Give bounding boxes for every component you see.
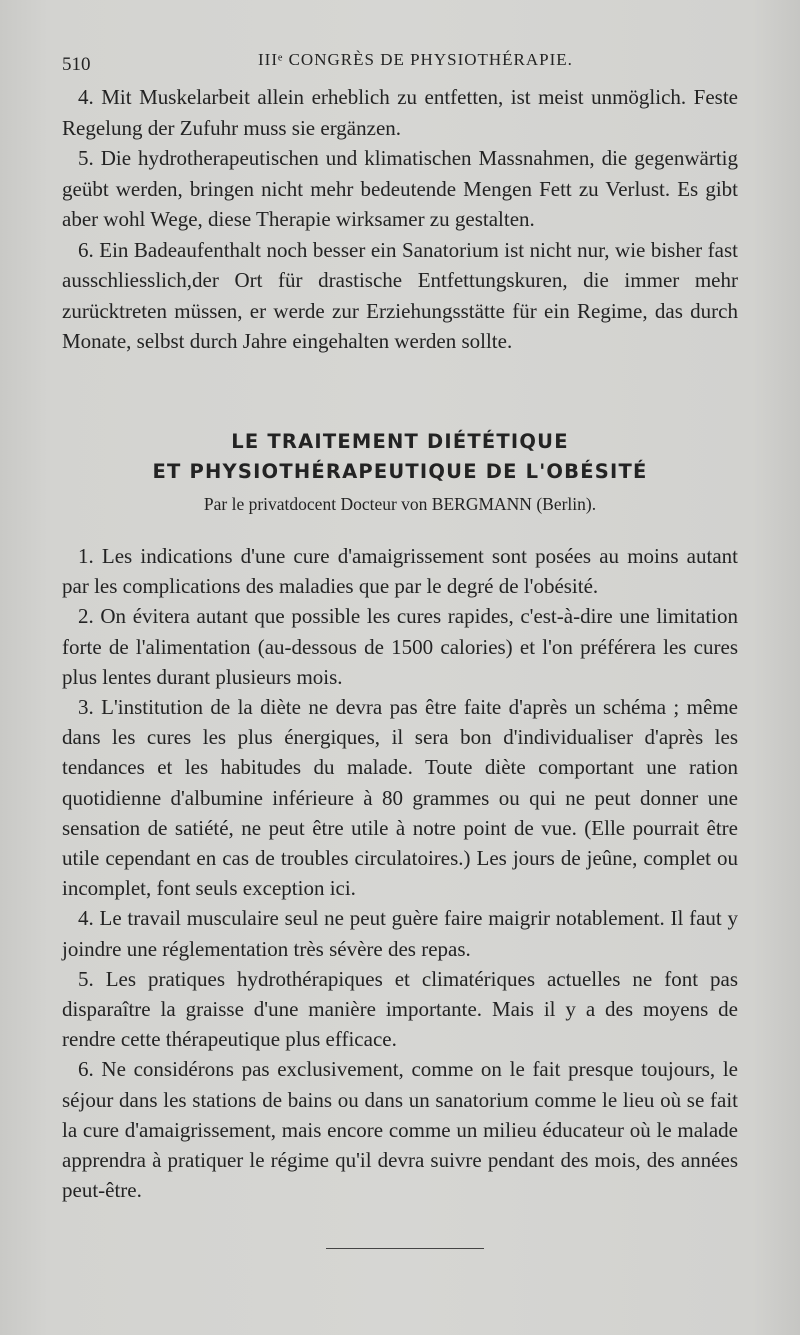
article-author: Par le privatdocent Docteur von BERGMANN (Berlin).: [203, 494, 597, 514]
german-item-6: 6. Ein Badeaufenthalt noch besser ein Sanatorium ist nicht nur, wie bisher fast ausschliesslich,der Ort für drastische Entfettungskuren, die immer mehr zurücktreten müssen, er werde zur Erziehungsstätte für ein Regime, das durch Monate, selbst durch Jahre eingehalten werden sollte.: [62, 237, 738, 353]
french-item-4: 4. Le travail musculaire seul ne peut guère faire maigrir notablement. Il faut y joindre une réglementation très sévère des repas.: [62, 906, 738, 961]
german-item-4: 4. Mit Muskelarbeit allein erheblich zu entfetten, ist meist unmöglich. Feste Regelung der Zufuhr muss sie ergänzen.: [62, 85, 738, 140]
german-conclusions: [62, 82, 738, 357]
article-heading: [62, 427, 738, 517]
page-number: 510: [62, 54, 91, 75]
french-conclusions: [62, 541, 738, 1205]
french-item-1: 1. Les indications d'une cure d'amaigrissement sont posées au moins autant par les complications des maladies que par le degré de l'obésité.: [62, 544, 738, 599]
article-title-line-2: ET PHYSIOTHÉRAPEUTIQUE DE L'OBÉSITÉ: [152, 460, 648, 483]
running-title: IIIᵉ CONGRÈS DE PHYSIOTHÉRAPIE.: [258, 50, 573, 69]
french-item-3: 3. L'institution de la diète ne devra pas être faite d'après un schéma ; même dans les cures les plus énergiques, il sera bon d'individualiser d'après les tendances et les habitudes du malade. Toute diète comportant une ration quotidienne d'albumine inférieure à 80 grammes ou qui ne peut donner une sensation de satiété, ne peut être utile à notre point de vue. (Elle pourrait être utile cependant en cas de troubles circulatoires.) Les jours de jeûne, complet ou incomplet, font seuls exception ici.: [62, 695, 738, 901]
french-item-6: 6. Ne considérons pas exclusivement, comme on le fait presque toujours, le séjour dans les stations de bains ou dans un sanatorium comme le lieu où se fait la cure d'amaigrissement, mais encore comme un milieu éducateur où le malade apprendra à pratiquer le régime qu'il devra suivre pendant des mois, des années peut-être.: [62, 1057, 738, 1203]
french-item-5: 5. Les pratiques hydrothérapiques et climatériques actuelles ne font pas disparaître la graisse d'une manière importante. Mais il y a des moyens de rendre cette thérapeutique plus efficace.: [62, 966, 738, 1052]
german-item-5: 5. Die hydrotherapeutischen und klimatischen Massnahmen, die gegenwärtig geübt werden, bringen nicht mehr bedeutende Mengen Fett zu Verlust. Es gibt aber wohl Wege, diese Therapie wirksamer zu gestalten.: [62, 146, 738, 231]
page-header: [62, 46, 752, 76]
end-rule: [326, 1248, 484, 1249]
article-title-line-1: LE TRAITEMENT DIÉTÉTIQUE: [231, 430, 569, 453]
french-item-2: 2. On évitera autant que possible les cures rapides, c'est-à-dire une limitation forte de l'alimentation (au-dessous de 1500 calories) et l'on préférera les cures plus lentes durant plusieurs mois.: [62, 604, 738, 689]
